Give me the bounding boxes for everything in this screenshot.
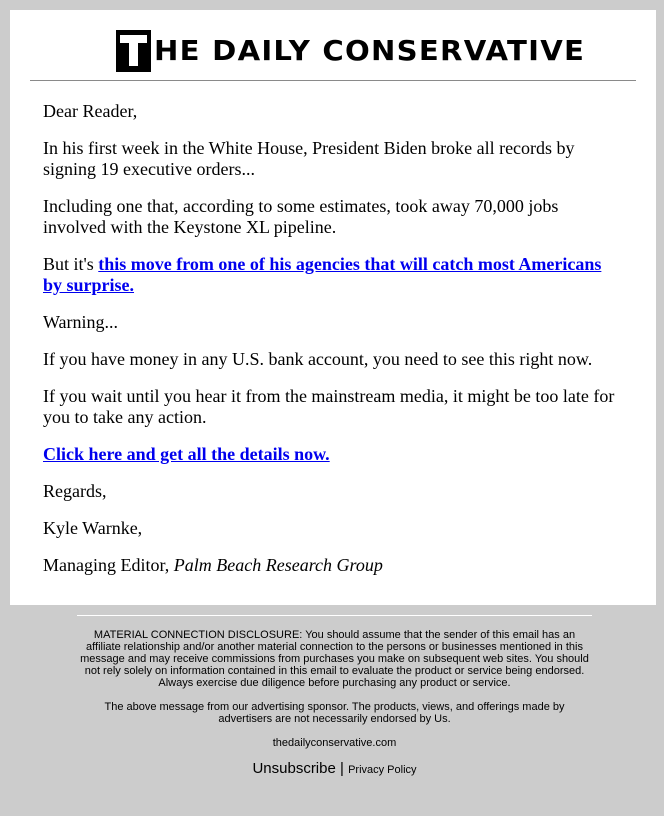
paragraph-3-prefix: But it's [43,254,99,274]
unsubscribe-link[interactable]: Unsubscribe [252,760,336,777]
logo-t-icon [116,30,151,72]
paragraph-1: In his first week in the White House, President Biden broke all records by signing 19 executive orders... [43,138,575,179]
closing: Regards, [43,481,107,501]
letter-panel [30,89,636,589]
disclosure-text: MATERIAL CONNECTION DISCLOSURE: You should assume that the sender of this email has an affiliate relationship and/or another material connection to the persons or businesses mentioned in this message and may receive commissions from purchases you make on subsequent web sites. You should not rely solely on information contained in this email to evaluate the product or service being endorsed. Always exercise due diligence before purchasing any product or service. [80,629,589,689]
site-logo[interactable] [116,30,586,72]
signature-name: Kyle Warnke, [43,518,143,538]
paragraph-6: If you wait until you hear it from the mainstream media, it might be too late for you to take any action. [43,386,615,427]
signature-title [43,555,623,576]
sponsor-note: The above message from our advertising sponsor. The products, views, and offerings made by advertisers are not necessarily endorsed by Us. [104,701,565,725]
logo-wordmark: HE DAILY CONSERVATIVE [154,34,586,67]
paragraph-2: Including one that, according to some estimates, took away 70,000 jobs involved with the Keystone XL pipeline. [43,196,559,237]
email-card [10,10,656,605]
footer-links [77,760,592,779]
letter-body [43,101,623,592]
paragraph-5: If you have money in any U.S. bank account, you need to see this right now. [43,349,593,369]
paragraph-3 [43,254,623,296]
footer-separator: | [335,760,349,777]
footer-domain: thedailyconservative.com [272,737,397,749]
masthead [30,10,636,81]
greeting: Dear Reader, [43,101,138,121]
paragraph-warning: Warning... [43,312,119,332]
privacy-policy-link[interactable]: Privacy Policy [348,764,417,776]
cta-paragraph [43,444,623,465]
signature-role: Managing Editor, [43,555,174,575]
agency-move-link[interactable]: this move from one of his agencies that will catch most Americans by surprise. [43,254,602,295]
signature-org: Palm Beach Research Group [173,555,383,575]
details-cta-link[interactable]: Click here and get all the details now. [43,444,330,464]
email-footer [77,615,592,779]
